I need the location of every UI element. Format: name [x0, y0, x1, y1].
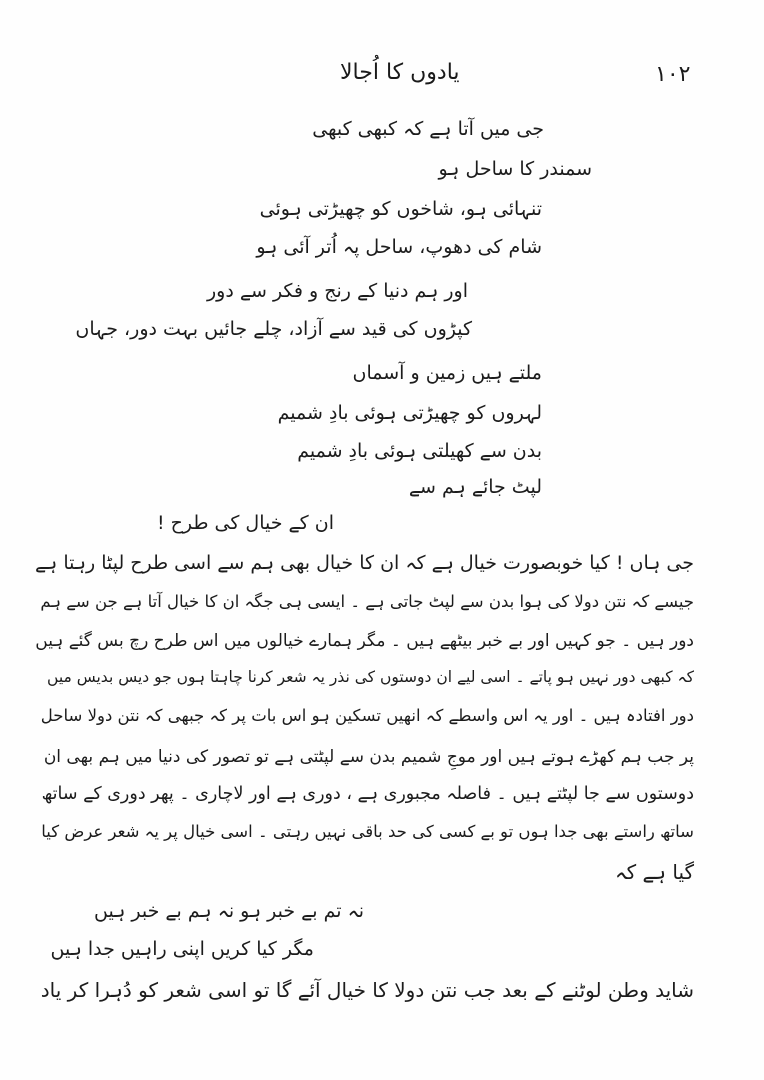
- poem-line: بدن سے کھیلتی ہوئی بادِ شمیم: [297, 440, 542, 462]
- paragraph-line: جی ہاں ! کیا خوبصورت خیال ہے کہ ان کا خیال بھی ہم سے اسی طرح لپٹا رہتا ہے: [35, 552, 694, 574]
- paragraph-line: جیسے کہ نتن دولا کی ہوا بدن سے لپٹ جاتی ہے ۔ ایسی ہی جگہ ان کا خیال آتا ہے جن سے ہم: [40, 592, 694, 611]
- paragraph-line: گیا ہے کہ: [614, 860, 694, 884]
- poem-line: لپٹ جائے ہم سے: [408, 476, 542, 498]
- paragraph-line: ساتھ راستے بھی جدا ہوں تو بے کسی کی حد باقی نہیں رہتی ۔ اسی خیال پر یہ شعر عرض کیا: [41, 822, 694, 841]
- page-number: ۱۰۲: [655, 62, 691, 87]
- couplet-line: نہ تم بے خبر ہو نہ ہم بے خبر ہیں: [94, 900, 364, 922]
- paragraph-line: پر جب ہم کھڑے ہوتے ہیں اور موجِ شمیم بدن سے لپٹتی ہے تو تصور کی دنیا میں ہم بھی ان: [43, 747, 694, 767]
- poem-line: اور ہم دنیا کے رنج و فکر سے دور: [207, 280, 468, 302]
- paragraph-line: دور افتادہ ہیں ۔ اور یہ اس واسطے کہ انھیں تسکین ہو اس بات پر کہ جبھی کہ نتن دولا ساحل: [40, 706, 694, 725]
- poem-line: شام کی دھوپ، ساحل پہ اُتر آئی ہو: [256, 236, 542, 258]
- running-title: یادوں کا اُجالا: [340, 60, 460, 85]
- closing-line: شاید وطن لوٹنے کے بعد جب نتن دولا کا خیال آئے گا تو اسی شعر کو دُہرا کر یاد: [40, 978, 694, 1002]
- couplet-line: مگر کیا کریں اپنی راہیں جدا ہیں: [50, 938, 314, 960]
- poem-line: کپڑوں کی قید سے آزاد، چلے جائیں بہت دور، جہاں: [75, 318, 472, 340]
- paragraph-line: دور ہیں ۔ جو کہیں اور بے خبر بیٹھے ہیں ۔ مگر ہمارے خیالوں میں اس طرح رچ بس گئے ہیں: [35, 631, 694, 651]
- poem-line: سمندر کا ساحل ہو: [438, 158, 592, 180]
- poem-line: جی میں آتا ہے کہ کبھی کبھی: [312, 118, 544, 140]
- poem-line: ملتے ہیں زمین و آسماں: [352, 362, 542, 384]
- poem-line: ان کے خیال کی طرح !: [156, 512, 334, 534]
- poem-line: تنہائی ہو، شاخوں کو چھیڑتی ہوئی: [259, 198, 542, 220]
- paragraph-line: دوستوں سے جا لپٹتے ہیں ۔ فاصلہ مجبوری ہے ، دوری ہے اور لاچاری ۔ پھر دوری کے ساتھ: [41, 784, 694, 804]
- paragraph-line: کہ کبھی دور نہیں ہو پاتے ۔ اسی لیے ان دوستوں کی نذر یہ شعر کرنا چاہتا ہوں جو دیس بدیس میں: [47, 668, 694, 686]
- poem-line: لہروں کو چھیڑتی ہوئی بادِ شمیم: [277, 402, 542, 424]
